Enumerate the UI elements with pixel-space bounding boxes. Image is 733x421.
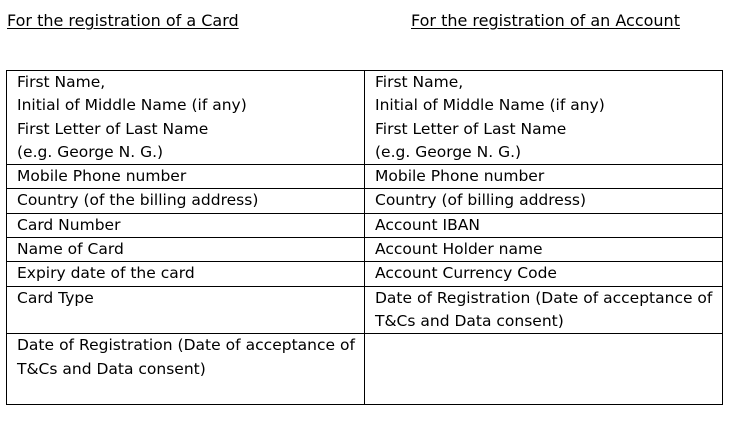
table-row-type-date	[7, 286, 723, 334]
table-row-number	[7, 213, 723, 237]
card-cell-name-of-card: Name of Card	[7, 238, 365, 262]
account-cell-empty	[365, 334, 723, 405]
card-cell-phone: Mobile Phone number	[7, 165, 365, 189]
card-name-line-2: Initial of Middle Name (if any)	[17, 96, 247, 115]
card-cell-type: Card Type	[7, 286, 365, 334]
table-row-holder	[7, 238, 723, 262]
table-row-country	[7, 189, 723, 213]
table-row-expiry-currency	[7, 262, 723, 286]
account-cell-country: Country (of billing address)	[365, 189, 723, 213]
card-cell-number: Card Number	[7, 213, 365, 237]
card-name-line-4: (e.g. George N. G.)	[17, 142, 164, 161]
card-cell-expiry: Expiry date of the card	[7, 262, 365, 286]
account-name-line-4: (e.g. George N. G.)	[375, 142, 522, 161]
table-row-registration-date	[7, 334, 723, 405]
account-cell-currency: Account Currency Code	[365, 262, 723, 286]
card-cell-registration-date: Date of Registration (Date of acceptance of T&Cs and Data consent)	[7, 334, 365, 405]
account-name-line-1: First Name,	[375, 73, 464, 91]
card-name-line-3: First Letter of Last Name	[17, 119, 209, 138]
card-name-line-1: First Name,	[17, 73, 106, 91]
registration-fields-table	[6, 70, 723, 405]
account-name-line-2: Initial of Middle Name (if any)	[375, 96, 605, 115]
account-cell-holder: Account Holder name	[365, 238, 723, 262]
account-cell-phone: Mobile Phone number	[365, 165, 723, 189]
table-row-phone	[7, 165, 723, 189]
table-row-name	[7, 71, 723, 165]
account-name-line-3: First Letter of Last Name	[375, 119, 567, 138]
card-cell-name	[7, 71, 365, 165]
account-cell-iban: Account IBAN	[365, 213, 723, 237]
account-registration-heading: For the registration of an Account	[411, 11, 680, 30]
account-cell-registration-date: Date of Registration (Date of acceptance of T&Cs and Data consent)	[365, 286, 723, 334]
card-registration-heading: For the registration of a Card	[7, 11, 239, 30]
card-cell-country: Country (of the billing address)	[7, 189, 365, 213]
account-cell-name	[365, 71, 723, 165]
